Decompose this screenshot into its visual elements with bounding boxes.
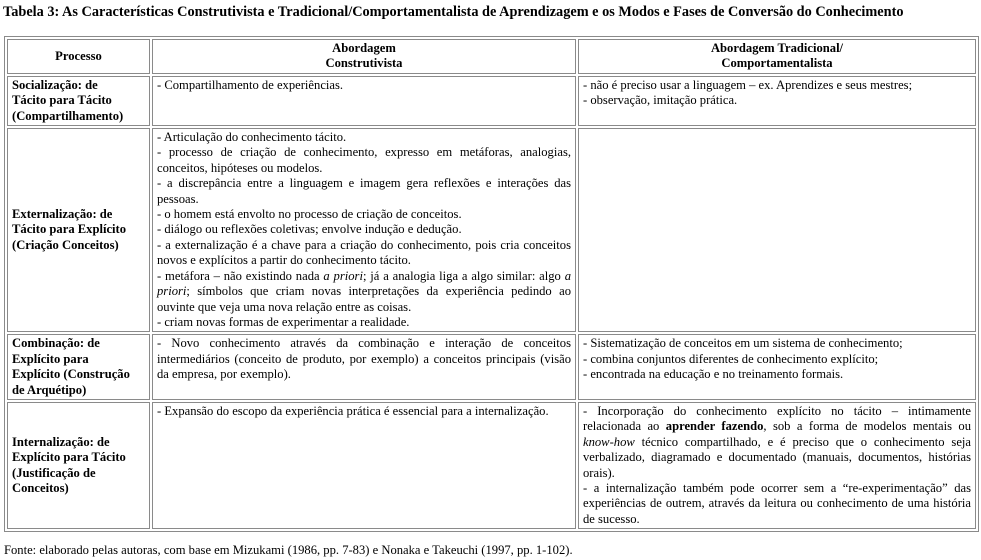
tradicional-internalizacao: - Incorporação do conhecimento explícito no tácito – intimamente relacionada ao aprender fazendo, sob a forma de modelos mentais ou know-how técnico compartilhado, e é preciso que o conhecimento seja verbalizado, diagramado e documentado (manuais, documentos, histórias orais). - a internalização também pode ocorrer sem a “re-experimentação” das experiências de outrem, através da leitura ou conhecimento de uma história de sucesso. <box>578 402 976 529</box>
construtivista-socializacao: - Compartilhamento de experiências. <box>152 76 576 126</box>
construtivista-internalizacao: - Expansão do escopo da experiência prática é essencial para a internalização. <box>152 402 576 529</box>
row-socializacao <box>7 76 976 126</box>
metafora-item: - metáfora – não existindo nada a priori; já a analogia liga a algo similar: algo a priori; símbolos que criam novas interpretações da experiência pedindo ao ouvinte que veja uma nova relação entre as coisas. <box>157 268 571 314</box>
row-externalizacao <box>7 128 976 332</box>
processo-combinacao: Combinação: de Explícito para Explícito (Construção de Arquétipo) <box>7 334 150 400</box>
header-row <box>7 39 976 74</box>
tradicional-externalizacao <box>578 128 976 332</box>
processo-externalizacao: Externalização: de Tácito para Explícito (Criação Conceitos) <box>7 128 150 332</box>
header-processo: Processo <box>7 39 150 74</box>
processo-socializacao: Socialização: de Tácito para Tácito (Compartilhamento) <box>7 76 150 126</box>
source-footnote: Fonte: elaborado pelas autoras, com base em Mizukami (1986, pp. 7-83) e Nonaka e Takeuchi (1997, pp. 1-102). <box>4 543 573 557</box>
header-tradicional: Abordagem Tradicional/ Comportamentalista <box>578 39 976 74</box>
construtivista-combinacao: - Novo conhecimento através da combinação e interação de conceitos intermediários (conceito de produto, por exemplo) a conceitos principais (visão da empresa, por exemplo). <box>152 334 576 400</box>
processo-internalizacao: Internalização: de Explícito para Tácito (Justificação de Conceitos) <box>7 402 150 529</box>
tradicional-socializacao: - não é preciso usar a linguagem – ex. Aprendizes e seus mestres; - observação, imitação prática. <box>578 76 976 126</box>
table-title: Tabela 3: As Características Construtivista e Tradicional/Comportamentalista de Aprendizagem e os Modos e Fases de Conversão do Conhecimento <box>3 4 904 20</box>
row-internalizacao <box>7 402 976 529</box>
comparison-table <box>4 36 979 532</box>
row-combinacao <box>7 334 976 400</box>
header-construtivista: Abordagem Construtivista <box>152 39 576 74</box>
tradicional-combinacao: - Sistematização de conceitos em um sistema de conhecimento; - combina conjuntos diferentes de conhecimento explícito; - encontrada na educação e no treinamento formais. <box>578 334 976 400</box>
construtivista-externalizacao: - Articulação do conhecimento tácito. - processo de criação de conhecimento, expresso em metáforas, analogias, conceitos, hipóteses ou modelos. - a discrepância entre a linguagem e imagem gera reflexões e interações das pessoas. - o homem está envolto no processo de criação de conceitos. - diálogo ou reflexões coletivas; envolve indução e dedução. - a externalização é a chave para a criação do conhecimento, pois cria conceitos novos e explícitos a partir do conhecimento tácito. - metáfora – não existindo nada a priori; já a analogia liga a algo similar: algo a priori; símbolos que criam novas interpretações da experiência pedindo ao ouvinte que veja uma nova relação entre as coisas. - criam novas formas de experimentar a realidade. <box>152 128 576 332</box>
